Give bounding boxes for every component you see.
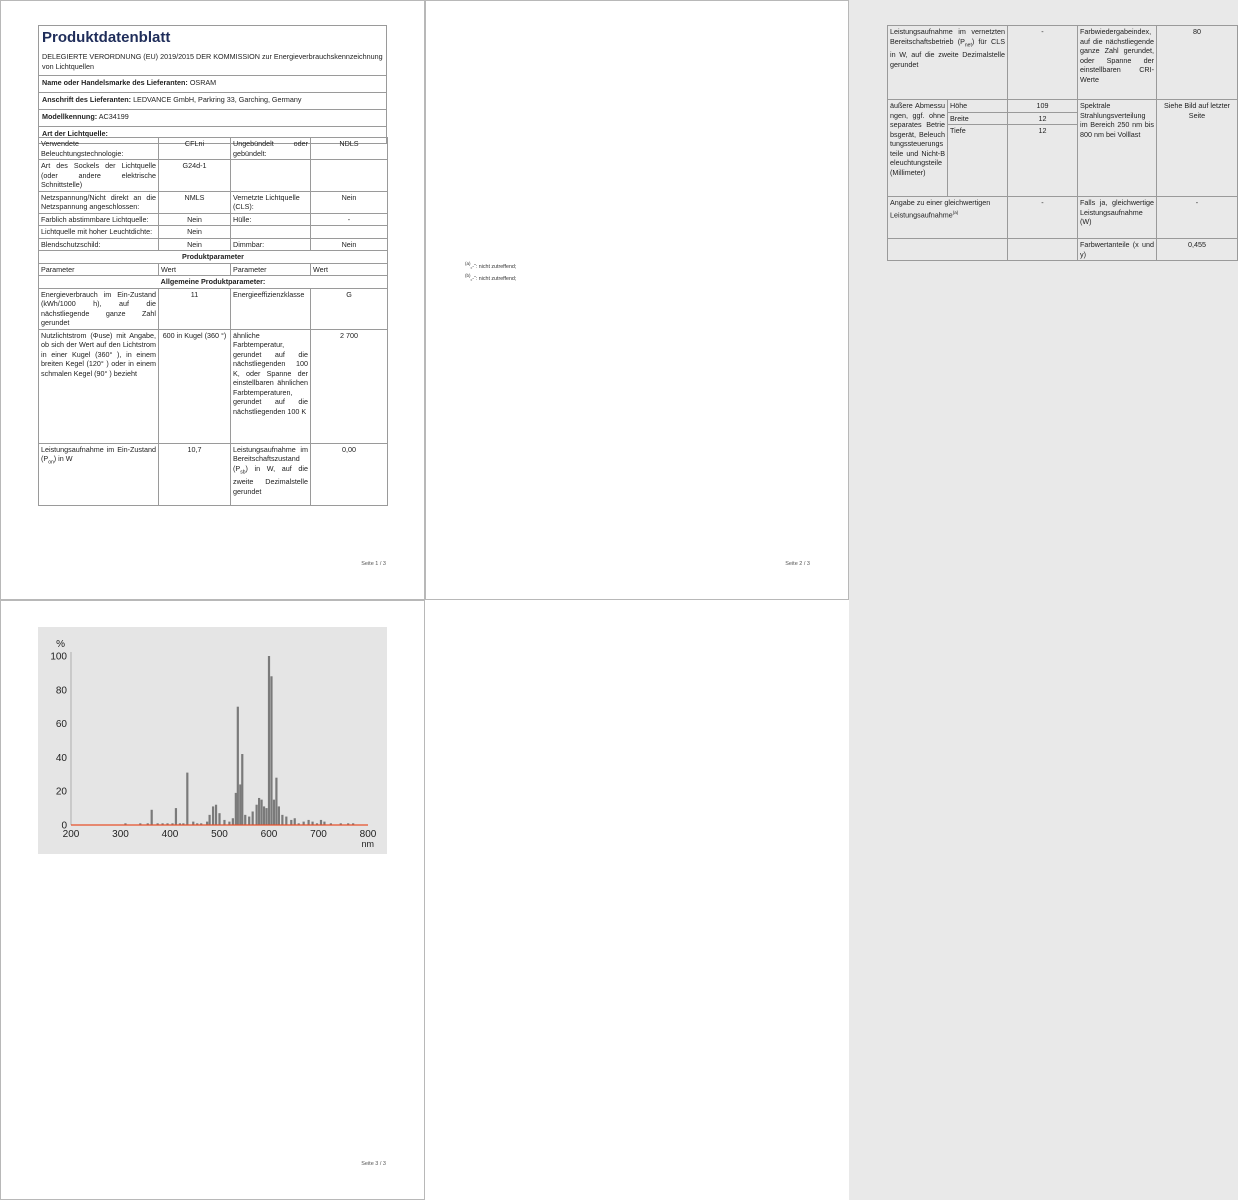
spectrum-bar [263,806,265,825]
spectrum-bar [175,808,177,825]
spectrum-bar [308,820,310,825]
height-value: 109 [1008,100,1078,113]
column-header-parameter: Parameter [39,263,159,276]
spectrum-bar [281,815,283,825]
spectrum-bar [223,820,225,825]
networked-standby-label: Leistungsaufnahme im vernetzten Bereitschaftsbetrieb $(P_{net})$ für CLS in W, auf die zweite Dezimalstelle gerundet [888,26,1008,100]
mains-label: Netzspannung/Nicht direkt an die Netzspannung angeschlossen: [39,191,159,213]
spectrum-bar [212,806,214,825]
networked-standby-value: - [1008,26,1078,100]
socket-label: Art des Sockels der Lichtquelle (oder andere elektrische Schnittstelle) [39,160,159,192]
luminous-flux-value: 600 in Kugel (360 °) [159,329,231,443]
page-number: Seite 2 / 3 [785,561,810,567]
column-header-value: Wert [159,263,231,276]
empty-cell [231,160,311,192]
table-row [39,238,388,251]
empty-cell [888,239,1008,261]
empty-cell [311,160,388,192]
y-tick-label: 100 [50,651,67,663]
tech-label: Verwendete Beleuchtungstechnologie: [39,138,159,160]
width-value: 12 [1008,112,1078,125]
spectral-distribution-chart [38,627,387,854]
tunable-label: Farblich abstimmbare Lichtquelle: [39,213,159,226]
spectrum-bar [275,778,277,825]
x-tick-label: 800 [359,829,377,840]
spectrum-bar [248,817,250,825]
on-mode-power-label: Leistungsaufnahme im Ein-Zustand $(P_{on})$ in W [39,443,159,505]
socket-value: G24d-1 [159,160,231,192]
supplier-name-label: Name oder Handelsmarke des Lieferanten: [42,78,188,87]
tunable-value: Nein [159,213,231,226]
spectrum-bar [273,800,275,825]
model-id: AC34199 [98,112,129,121]
empty-cell [1008,239,1078,261]
spectrum-bar [209,815,211,825]
supplier-name: OSRAM [189,78,217,87]
connected-label: Vernetzte Lichtquelle (CLS): [231,191,311,213]
y-tick-label: 60 [55,719,67,731]
spectrum-bar [320,820,322,825]
blank-area [425,600,849,1200]
nondirected-value: NDLS [311,138,388,160]
mains-value: NMLS [159,191,231,213]
dimmable-value: Nein [311,238,388,251]
table-row [888,197,1238,239]
footnote-a: $^{(a)}$„-“: nicht zutreffend; [465,261,517,270]
if-yes-label: Falls ja, gleichwertige Leistungsaufnahme (W) [1078,197,1157,239]
spectrum-bar [256,805,258,825]
page-number: Seite 1 / 3 [361,561,386,567]
table-row [39,191,388,213]
equivalent-power-value: - [1008,197,1078,239]
energy-class-label: Energieeffizienzklasse [231,288,311,329]
connected-value: Nein [311,191,388,213]
spectrum-bar [260,800,262,825]
model-label: Modellkennung: [42,112,98,121]
width-label: Breite [948,112,1008,125]
datasheet-header [38,25,387,144]
tech-value: CFLni [159,138,231,160]
color-temperature-value: 2 700 [311,329,388,443]
table-row [888,26,1238,100]
datasheet-page-2 [425,0,1230,600]
chromaticity-value: 0,455 [1157,239,1238,261]
column-header-parameter: Parameter [231,263,311,276]
table-row [39,213,388,226]
supplier-address: LEDVANCE GmbH, Parkring 33, Garching, Germany [133,95,302,104]
spectral-value: Siehe Bild auf letzter Seite [1157,100,1238,197]
datasheet-page-1 [0,0,425,600]
x-tick-label: 700 [310,829,327,840]
energy-consumption-value: 11 [159,288,231,329]
page-title: Produktdatenblatt [42,29,171,46]
spectrum-svg [38,627,387,854]
spectrum-bar [241,754,243,825]
spectrum-bar [252,811,254,825]
if-yes-value: - [1157,197,1238,239]
table-row [888,239,1238,261]
empty-cell [311,226,388,239]
footnote-b: $^{(b)}$„-“: nicht zutreffend; [465,273,517,282]
light-source-type-label: Art der Lichtquelle: [39,126,386,143]
spectrum-bar [232,818,234,825]
y-tick-label: 0 [61,820,67,832]
x-tick-label: 600 [260,829,278,840]
y-axis-label: % [56,639,65,650]
dimmable-label: Dimmbar: [231,238,311,251]
supplier-address-label: Anschrift des Lieferanten: [42,95,132,104]
x-tick-label: 500 [211,829,228,840]
product-parameters-header: Produktparameter [39,251,388,264]
spectrum-bar [151,810,153,825]
depth-label: Tiefe [948,125,1008,197]
on-mode-power-value: 10,7 [159,443,231,505]
high-luminance-value: Nein [159,226,231,239]
table-row [39,138,388,160]
spectrum-bar [294,818,296,825]
standby-power-label: Leistungsaufnahme im Bereitschaftszustand $(P_{sb})$ in W, auf die zweite Dezimalstelle gerundet [231,443,311,505]
table-row [39,329,388,443]
spectrum-bar [186,773,188,825]
chromaticity-label: Farbwertanteile (x und y) [1078,239,1157,261]
table-header-row [39,263,388,276]
dimensions-label: äußere Abmessungen, ggf. ohne separates Betriebsgerät, Beleuchtungssteuerungsteile und Nicht-Beleuchtungsteile (Millimeter) [888,100,948,197]
depth-value: 12 [1008,125,1078,197]
spectrum-bar [258,798,260,825]
high-luminance-label: Lichtquelle mit hoher Leuchtdichte: [39,226,159,239]
page-number: Seite 3 / 3 [361,1161,386,1167]
x-tick-label: 400 [161,829,179,840]
spectrum-bar [235,793,237,825]
spectrum-bar [290,820,292,825]
luminous-flux-label: Nutzlichtstrom (Φuse) mit Angabe, ob sich der Wert auf den Lichtstrom in einer Kugel (360° ), in einem breiten Kegel (120° ) oder in einem schmalen Kegel (90° ) bezieht [39,329,159,443]
spectrum-bar [278,806,280,825]
spectrum-bar [215,805,217,825]
height-label: Höhe [948,100,1008,113]
color-temperature-label: ähnliche Farbtemperatur, gerundet auf die nächstliegenden 100 K, oder Spanne der einstellbaren ähnlichen Farbtemperaturen, gerundet auf die nächstliegenden 100 K [231,329,311,443]
spectrum-bar [285,817,287,825]
table-row [39,251,388,264]
nondirected-label: Ungebündelt oder gebündelt: [231,138,311,160]
x-tick-label: 300 [112,829,129,840]
parameters-table-continued [887,25,1238,261]
spectrum-bar [239,784,241,825]
model-row [39,109,386,126]
spectrum-bar [268,656,270,825]
spectrum-bar [218,813,220,825]
empty-cell [231,226,311,239]
column-header-value: Wert [311,263,388,276]
general-parameters-header: Allgemeine Produktparameter: [39,276,388,289]
equivalent-power-label: Angabe zu einer gleichwertigen Leistungsaufnahme$^{(a)}$ [888,197,1008,239]
envelope-value: - [311,213,388,226]
table-row [39,443,388,505]
table-row [39,226,388,239]
x-tick-label: 200 [62,829,80,840]
y-tick-label: 80 [55,685,67,697]
cri-label: Farbwiedergabeindex, auf die nächstliegende ganze Zahl gerundet, oder Spanne der einstellbaren CRI-Werte [1078,26,1157,100]
envelope-label: Hülle: [231,213,311,226]
spectrum-bar [265,808,267,825]
y-tick-label: 20 [55,786,67,798]
table-row [39,160,388,192]
anti-glare-value: Nein [159,238,231,251]
table-row [39,276,388,289]
spectrum-bar [270,676,272,825]
supplier-address-row [39,92,386,109]
x-axis-label: nm [361,839,374,849]
table-row [39,288,388,329]
spectrum-bar [237,707,239,825]
anti-glare-label: Blendschutzschild: [39,238,159,251]
energy-consumption-label: Energieverbrauch im Ein-Zustand (kWh/1000 h), auf die nächstliegende ganze Zahl gerundet [39,288,159,329]
table-row [888,100,1238,113]
regulation-text: DELEGIERTE VERORDNUNG (EU) 2019/2015 DER KOMMISSION zur Energieverbrauchskennzeichnung von Lichtquellen [42,52,383,71]
supplier-name-row [39,75,386,92]
cri-value: 80 [1157,26,1238,100]
parameters-table [38,137,388,506]
standby-power-value: 0,00 [311,443,388,505]
energy-class-value: G [311,288,388,329]
y-tick-label: 40 [55,752,67,764]
spectrum-bar [244,815,246,825]
datasheet-page-3 [0,600,425,1200]
spectral-label: Spektrale Strahlungsverteilung im Bereich 250 nm bis 800 nm bei Volllast [1078,100,1157,197]
